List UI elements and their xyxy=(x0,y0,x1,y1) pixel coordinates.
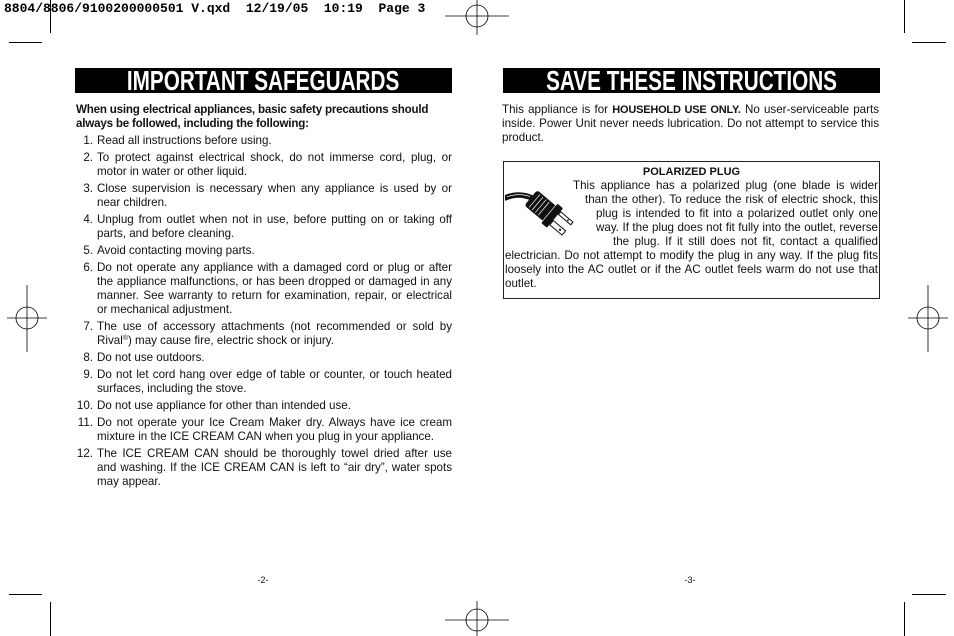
save-instructions-banner xyxy=(503,68,880,93)
crop-mark-top-right xyxy=(905,0,947,43)
list-item xyxy=(76,134,452,148)
polarized-plug-illustration xyxy=(505,186,577,246)
item-text: Do not operate your Ice Cream Maker dry. Always have ice cream mixture in the ICE CREAM CAN when you plug in your appliance. xyxy=(97,416,452,443)
item-text: To protect against electrical shock, do not immerse cord, plug, or motor in water or other liquid. xyxy=(97,151,452,178)
plug-prong-wide xyxy=(550,221,566,235)
registration-circle xyxy=(466,609,488,631)
item-text-continued: ) may cause fire, electric shock or injury. xyxy=(127,334,334,347)
polarized-plug-title: POLARIZED PLUG xyxy=(642,166,741,178)
item-text: Do not operate any appliance with a damaged cord or plug or after the appliance malfunctions, or has been dropped or damaged in any manner. See warranty to return for examination, repair, or electrical or mechanical adjustment. xyxy=(97,261,452,316)
registration-mark-left xyxy=(7,285,47,352)
registration-circle xyxy=(917,307,939,329)
page-number-left: -2- xyxy=(257,575,269,585)
item-text: The use of accessory attachments (not recommended or sold by Rival xyxy=(97,320,452,347)
list-item xyxy=(76,213,452,241)
item-number: 8. xyxy=(83,351,93,364)
safeguards-intro: When using electrical appliances, basic safety precautions should always be followed, including the following: xyxy=(76,103,429,130)
page-number-right: -3- xyxy=(684,575,696,585)
important-safeguards-banner xyxy=(75,68,452,93)
item-number: 12. xyxy=(76,447,93,460)
save-instructions-heading: SAVE THESE INSTRUCTIONS xyxy=(546,68,837,93)
list-item xyxy=(76,261,452,317)
item-text: Avoid contacting moving parts. xyxy=(97,244,255,257)
item-text: The ICE CREAM CAN should be thoroughly towel dried after use and washing. If the ICE CREAM CAN is left to “air dry”, water spots may appear. xyxy=(97,447,452,488)
registered-mark: ® xyxy=(122,335,128,342)
registration-circle xyxy=(16,307,38,329)
polarized-plug-text: This appliance has a polarized plug (one blade is wider than the other). To reduce the risk of electric shock, this plug is intended to fit into a polarized outlet only one way. If the plug does not fit fully into the outlet, reverse the plug. If it still does not fit, contact a qualified electrician. Do not attempt to modify the plug in any way. If the plug fits loosely into the AC outlet or if the AC outlet feels warm do not use that outlet. xyxy=(505,179,878,290)
list-item xyxy=(76,182,452,210)
registration-mark-right xyxy=(908,285,948,352)
item-number: 4. xyxy=(83,213,93,226)
list-item xyxy=(76,416,452,444)
list-item xyxy=(76,351,452,365)
intro-text: This appliance is for xyxy=(502,103,613,116)
crop-mark-bottom-right xyxy=(905,595,947,636)
item-number: 9. xyxy=(83,368,93,381)
list-item xyxy=(76,320,452,348)
file-slug: 8804/8806/9100200000501 V.qxd 12/19/05 10:19 Page 3 xyxy=(4,1,426,16)
item-text: Unplug from outlet when not in use, before putting on or taking off parts, and before cleaning. xyxy=(97,213,452,240)
item-text: Read all instructions before using. xyxy=(97,134,272,147)
safeguards-section xyxy=(76,103,452,492)
list-item xyxy=(76,244,452,258)
plug-prong-narrow xyxy=(558,212,573,225)
registration-circle xyxy=(466,5,488,27)
intro-text-continued: No user-serviceable parts inside. Power Unit never needs lubrication. Do not attempt to service this product. xyxy=(502,103,879,144)
item-number: 1. xyxy=(83,134,93,147)
household-use-emphasis: HOUSEHOLD USE ONLY. xyxy=(612,104,741,116)
item-text-with-trademark xyxy=(97,320,452,348)
item-text: Do not use appliance for other than intended use. xyxy=(97,399,351,412)
list-item xyxy=(76,399,452,413)
polarized-plug-box xyxy=(503,161,880,299)
item-text: Close supervision is necessary when any appliance is used by or near children. xyxy=(97,182,452,209)
item-number: 7. xyxy=(83,320,93,333)
list-item xyxy=(76,151,452,179)
important-safeguards-heading: IMPORTANT SAFEGUARDS xyxy=(127,68,400,93)
item-number: 11. xyxy=(77,416,93,429)
item-text: Do not use outdoors. xyxy=(97,351,205,364)
item-number: 6. xyxy=(83,261,93,274)
item-number: 2. xyxy=(83,151,93,164)
registration-mark-top xyxy=(445,0,509,35)
safeguards-list xyxy=(76,134,452,489)
item-text: Do not let cord hang over edge of table or counter, or touch heated surfaces, including the stove. xyxy=(97,368,452,395)
item-number: 10. xyxy=(76,399,93,412)
list-item xyxy=(76,447,452,489)
item-number: 3. xyxy=(83,182,93,195)
item-number: 5. xyxy=(83,244,93,257)
crop-mark-bottom-left xyxy=(9,595,51,636)
household-use-paragraph xyxy=(502,103,879,145)
registration-mark-bottom xyxy=(445,601,509,636)
list-item xyxy=(76,368,452,396)
